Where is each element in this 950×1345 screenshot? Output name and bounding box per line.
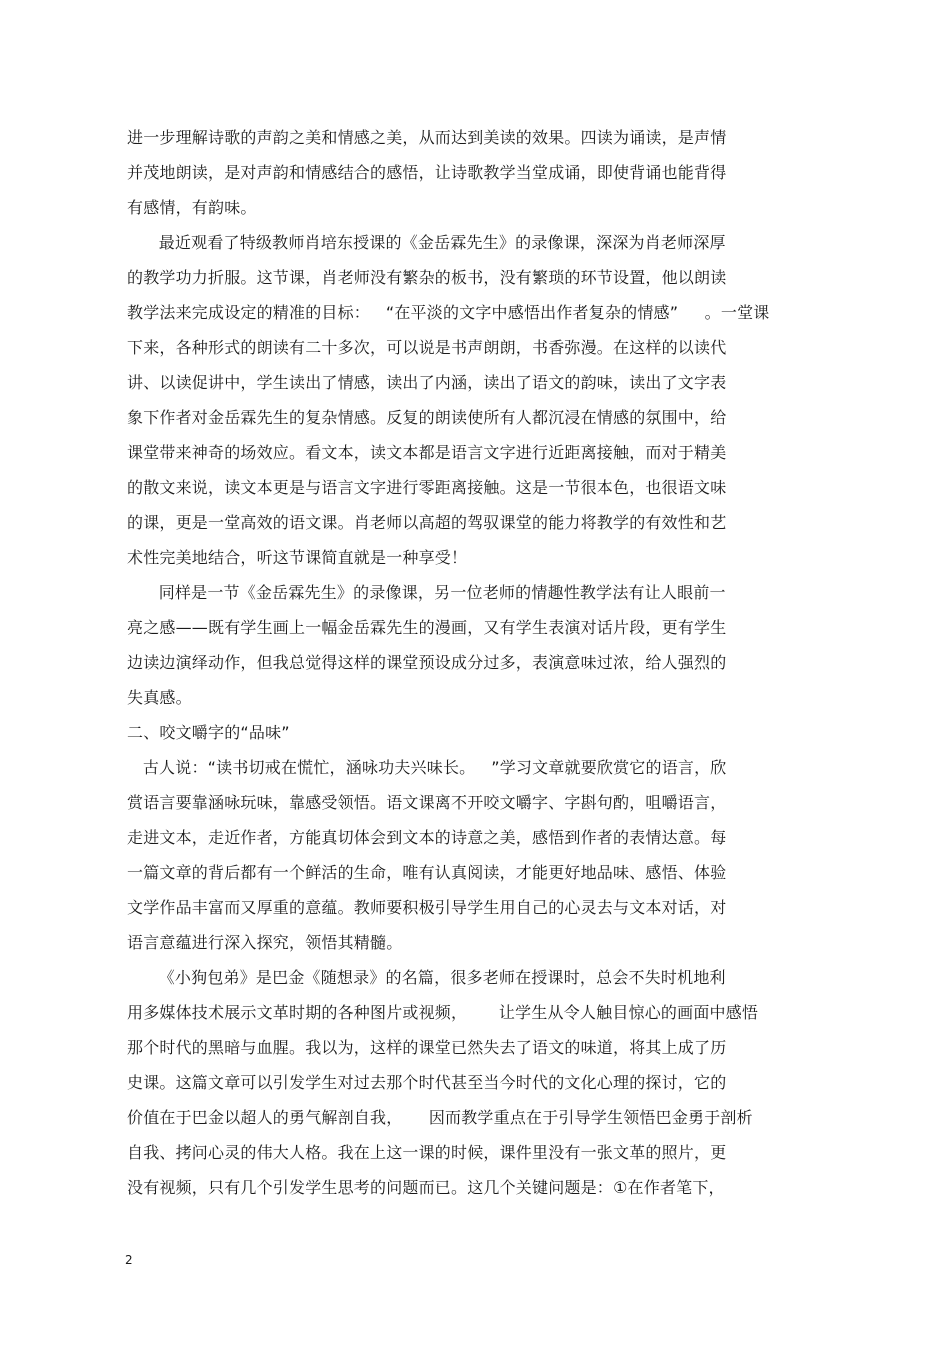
text-line: 亮之感——既有学生画上一幅金岳霖先生的漫画，又有学生表演对话片段，更有学生 xyxy=(127,618,727,637)
text-line: 的课，更是一堂高效的语文课。肖老师以高超的驾驭课堂的能力将教学的有效性和艺 xyxy=(127,513,727,532)
text-line: 下来，各种形式的朗读有二十多次，可以说是书声朗朗，书香弥漫。在这样的以读代 xyxy=(127,338,727,357)
text-line: 古人说：“读书切戒在慌忙，涵咏功夫兴味长。 ”学习文章就要欣赏它的语言，欣 xyxy=(127,758,727,777)
text-line: 教学法来完成设定的精准的目标： “在平淡的文字中感悟出作者复杂的情感” 。一堂课 xyxy=(127,303,770,322)
text-line: 课堂带来神奇的场效应。看文本，读文本都是语言文字进行近距离接触，而对于精美 xyxy=(127,443,727,462)
text-line: 象下作者对金岳霖先生的复杂情感。反复的朗读使所有人都沉浸在情感的氛围中，给 xyxy=(127,408,727,427)
text-line: 有感情，有韵味。 xyxy=(127,198,257,217)
text-line: 没有视频，只有几个引发学生思考的问题而已。这几个关键问题是：①在作者笔下， xyxy=(127,1178,725,1197)
text-line: 走进文本，走近作者，方能真切体会到文本的诗意之美，感悟到作者的表情达意。每 xyxy=(127,828,727,847)
text-line: 一篇文章的背后都有一个鲜活的生命，唯有认真阅读，才能更好地品味、感悟、体验 xyxy=(127,863,727,882)
text-line: 《小狗包弟》是巴金《随想录》的名篇，很多老师在授课时，总会不失时机地利 xyxy=(127,968,726,987)
text-line: 讲、以读促讲中，学生读出了情感，读出了内涵，读出了语文的韵味，读出了文字表 xyxy=(127,373,727,392)
text-line: 文学作品丰富而又厚重的意蕴。教师要积极引导学生用自己的心灵去与文本对话，对 xyxy=(127,898,727,917)
text-line: 价值在于巴金以超人的勇气解剖自我， 因而教学重点在于引导学生领悟巴金勇于剖析 xyxy=(127,1108,753,1127)
text-line: 赏语言要靠涵咏玩味，靠感受领悟。语文课离不开咬文嚼字、字斟句酌，咀嚼语言， xyxy=(127,793,727,812)
text-line: 同样是一节《金岳霖先生》的录像课，另一位老师的情趣性教学法有让人眼前一 xyxy=(127,583,726,602)
text-line: 的教学功力折服。这节课，肖老师没有繁杂的板书，没有繁琐的环节设置，他以朗读 xyxy=(127,268,727,287)
text-line: 进一步理解诗歌的声韵之美和情感之美，从而达到美读的效果。四读为诵读，是声情 xyxy=(127,128,727,147)
text-line: 语言意蕴进行深入探究，领悟其精髓。 xyxy=(127,933,403,952)
text-line: 那个时代的黑暗与血腥。我以为，这样的课堂已然失去了语文的味道，将其上成了历 xyxy=(127,1038,727,1057)
text-line: 的散文来说，读文本更是与语言文字进行零距离接触。这是一节很本色，也很语文味 xyxy=(127,478,727,497)
text-line: 并茂地朗读，是对声韵和情感结合的感悟，让诗歌教学当堂成诵，即使背诵也能背得 xyxy=(127,163,727,182)
page-number: 2 xyxy=(125,1253,133,1267)
text-line: 失真感。 xyxy=(127,688,192,707)
text-line: 用多媒体技术展示文革时期的各种图片或视频， 让学生从令人触目惊心的画面中感悟 xyxy=(127,1003,759,1022)
text-line: 自我、拷问心灵的伟大人格。我在上这一课的时候，课件里没有一张文革的照片，更 xyxy=(127,1143,727,1162)
text-line: 边读边演绎动作，但我总觉得这样的课堂预设成分过多，表演意味过浓，给人强烈的 xyxy=(127,653,727,672)
text-line: 史课。这篇文章可以引发学生对过去那个时代甚至当今时代的文化心理的探讨，它的 xyxy=(127,1073,727,1092)
text-line: 术性完美地结合，听这节课简直就是一种享受！ xyxy=(127,548,468,567)
section-heading: 二、咬文嚼字的“品味” xyxy=(127,723,290,742)
text-line: 最近观看了特级教师肖培东授课的《金岳霖先生》的录像课，深深为肖老师深厚 xyxy=(127,233,726,252)
